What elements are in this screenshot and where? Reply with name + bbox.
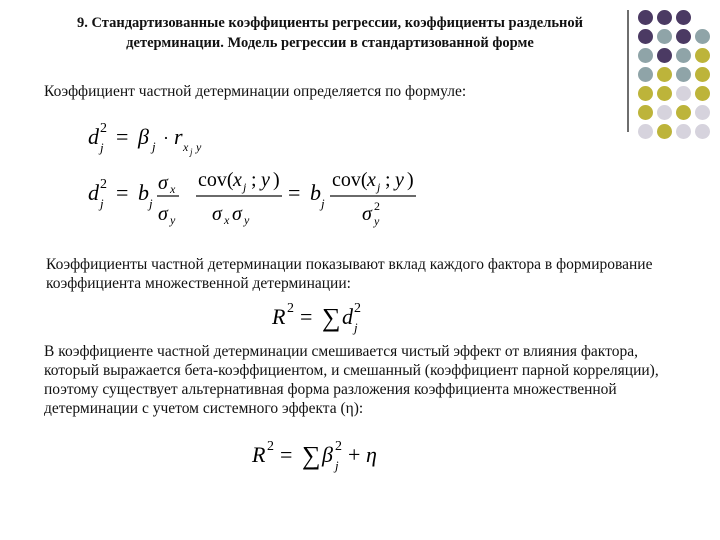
- svg-text:j: j: [354, 320, 358, 335]
- svg-text:x: x: [367, 169, 376, 191]
- svg-text:=: =: [300, 304, 313, 329]
- svg-text:2: 2: [354, 301, 361, 316]
- svg-text:;: ;: [385, 169, 391, 191]
- svg-text:=: =: [116, 180, 129, 205]
- svg-text:y: y: [170, 213, 176, 227]
- formula-partial-determination-expanded: [86, 162, 436, 230]
- svg-text:y: y: [261, 169, 270, 191]
- svg-text:σ: σ: [362, 203, 372, 225]
- decorative-dot: [638, 48, 653, 63]
- svg-text:y: y: [374, 214, 380, 228]
- svg-text:σ: σ: [158, 172, 168, 194]
- partial-determination-explanation: Коэффициенты частной детерминации показывают вклад каждого фактора в формирование коэффициента множественной детерминации:: [46, 256, 653, 292]
- svg-text:y: y: [196, 140, 202, 154]
- svg-text:2: 2: [100, 121, 107, 136]
- decorative-dot: [657, 29, 672, 44]
- svg-text:β: β: [322, 442, 333, 467]
- svg-text:=: =: [116, 124, 129, 149]
- decorative-dot: [695, 48, 710, 63]
- formula-partial-determination: [86, 118, 226, 158]
- svg-text:j: j: [152, 139, 156, 154]
- decorative-dot: [657, 67, 672, 82]
- decorative-dot: [638, 29, 653, 44]
- slide-title: [40, 13, 620, 53]
- svg-text:σ: σ: [232, 203, 242, 225]
- decorative-dot: [676, 10, 691, 25]
- decorative-dot: [676, 86, 691, 101]
- decorative-dot: [638, 105, 653, 120]
- decorative-dot: [638, 10, 653, 25]
- decorative-dot: [676, 124, 691, 139]
- alternative-decomposition-explanation: В коэффициенте частной детерминации смешивается чистый эффект от влияния фактора, который выражается бета-коэффициентом, и смешанный (коэффициент парной корреляции), поэтому существует альтернативная форма разложения коэффициента множественной детерминации с учетом системного эффекта (η):: [44, 343, 659, 417]
- decorative-dot: [695, 29, 710, 44]
- svg-text:∑: ∑: [322, 303, 341, 332]
- svg-text:d: d: [88, 180, 99, 205]
- intro-text: Коэффициент частной детерминации определяется по формуле:: [44, 83, 467, 100]
- decorative-dot: [695, 86, 710, 101]
- decorative-dot: [676, 67, 691, 82]
- svg-text:): ): [273, 169, 280, 191]
- formula-r-squared-sum: [270, 296, 390, 336]
- decorative-dot: [638, 67, 653, 82]
- decorative-dot: [695, 105, 710, 120]
- svg-text:j: j: [377, 180, 381, 194]
- svg-text:d: d: [342, 304, 353, 329]
- svg-text:x: x: [224, 213, 230, 227]
- decorative-dot: [695, 67, 710, 82]
- svg-text:j: j: [243, 180, 247, 194]
- svg-text:σ: σ: [212, 203, 222, 225]
- svg-text:y: y: [395, 169, 404, 191]
- svg-text:=: =: [288, 180, 301, 205]
- decorative-dot: [638, 86, 653, 101]
- svg-text:+: +: [348, 442, 361, 467]
- decorative-dot: [638, 124, 653, 139]
- decorative-dot: [657, 105, 672, 120]
- svg-text:2: 2: [267, 439, 274, 454]
- decorative-dot: [676, 29, 691, 44]
- svg-text:·: ·: [163, 128, 169, 148]
- decorative-dot: [657, 48, 672, 63]
- svg-text:j: j: [100, 140, 104, 155]
- svg-text:): ): [407, 169, 414, 191]
- svg-text:x: x: [170, 182, 176, 196]
- svg-text:x: x: [233, 169, 242, 191]
- svg-text:r: r: [174, 124, 183, 149]
- svg-text:2: 2: [287, 301, 294, 316]
- svg-text:β: β: [138, 124, 149, 149]
- svg-text:η: η: [366, 442, 377, 467]
- svg-text:2: 2: [335, 439, 342, 454]
- decorative-dot: [676, 48, 691, 63]
- svg-text:j: j: [190, 147, 193, 157]
- svg-text:cov(: cov(: [332, 169, 368, 191]
- formula-r-squared-beta: [250, 434, 400, 474]
- svg-text:x: x: [183, 140, 189, 154]
- svg-text:σ: σ: [158, 203, 168, 225]
- svg-text:j: j: [149, 196, 153, 211]
- svg-text:cov(: cov(: [198, 169, 234, 191]
- svg-text:j: j: [335, 458, 339, 473]
- svg-text:2: 2: [374, 199, 380, 213]
- svg-text:b: b: [138, 180, 149, 205]
- decorative-dot: [657, 86, 672, 101]
- svg-text:=: =: [280, 442, 293, 467]
- decorative-dot: [657, 124, 672, 139]
- vertical-divider: [627, 10, 629, 132]
- svg-text:b: b: [310, 180, 321, 205]
- svg-text:∑: ∑: [302, 441, 321, 470]
- svg-text:j: j: [100, 196, 104, 211]
- svg-text:j: j: [321, 196, 325, 211]
- decorative-dot: [657, 10, 672, 25]
- title-line-1: 9. Стандартизованные коэффициенты регрессии, коэффициенты раздельной: [77, 15, 583, 31]
- svg-text:R: R: [272, 304, 286, 329]
- title-line-2: детерминации. Модель регрессии в стандартизованной форме: [126, 35, 534, 51]
- decorative-dot: [695, 124, 710, 139]
- svg-text:d: d: [88, 124, 99, 149]
- svg-text:;: ;: [251, 169, 257, 191]
- svg-text:2: 2: [100, 177, 107, 192]
- svg-text:y: y: [244, 213, 250, 227]
- decorative-dot: [676, 105, 691, 120]
- svg-text:R: R: [252, 442, 266, 467]
